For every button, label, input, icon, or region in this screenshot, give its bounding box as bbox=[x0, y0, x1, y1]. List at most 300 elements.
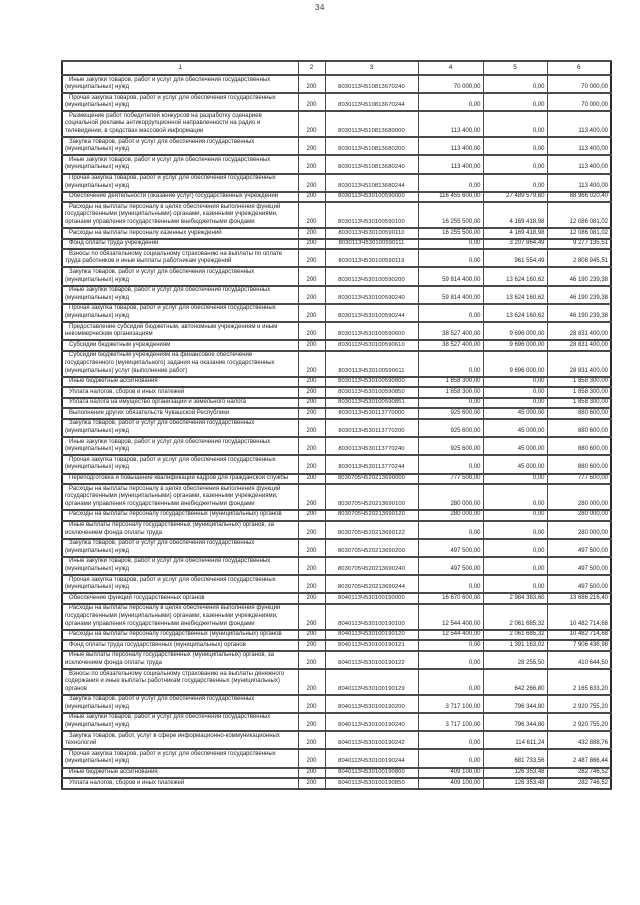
row-amount-balance: 70 000,00 bbox=[547, 93, 611, 111]
row-label: Расходы на выплаты персоналу государственных (муниципальных) органов bbox=[62, 510, 298, 521]
row-label: Иные бюджетные ассигнования bbox=[62, 768, 298, 779]
row-budget-code: 8030705Ч520213690120 bbox=[325, 510, 418, 521]
row-amount-balance: 280 000,00 bbox=[547, 521, 611, 539]
row-amount-executed: 642 266,80 bbox=[483, 669, 547, 695]
page-number: 34 bbox=[315, 3, 325, 12]
row-amount-executed: 9 696 000,00 bbox=[483, 322, 547, 340]
column-header-row bbox=[62, 61, 611, 75]
row-amount-balance: 2 165 633,20 bbox=[547, 669, 611, 695]
row-group-code: 200 bbox=[298, 630, 325, 641]
row-budget-code: 8030113Ч530100590610 bbox=[325, 340, 418, 351]
row-budget-code: 8030113Ч530100590240 bbox=[325, 286, 418, 304]
row-amount-executed: 126 353,48 bbox=[483, 778, 547, 789]
row-amount-executed: 2 984 383,60 bbox=[483, 593, 547, 604]
row-amount-balance: 88 966 020,40 bbox=[547, 192, 611, 203]
row-budget-code: 8040113Ч530100190800 bbox=[325, 768, 418, 779]
column-header-4: 4 bbox=[418, 61, 483, 75]
row-amount-annual: 1 858 300,00 bbox=[418, 387, 483, 398]
row-label: Фонд оплаты труда учреждений bbox=[62, 239, 298, 250]
row-amount-annual: 0,00 bbox=[418, 669, 483, 695]
row-label: Обеспечение функций государственных органов bbox=[62, 593, 298, 604]
row-group-code: 200 bbox=[298, 604, 325, 630]
table-row bbox=[62, 669, 611, 695]
row-amount-annual: 16 255 500,00 bbox=[418, 202, 483, 228]
row-label: Уплата налогов, сборов и иных платежей bbox=[62, 778, 298, 789]
row-amount-executed: 0,00 bbox=[483, 474, 547, 485]
table-row bbox=[62, 749, 611, 767]
row-amount-executed: 13 624 160,62 bbox=[483, 304, 547, 322]
row-amount-balance: 46 190 239,38 bbox=[547, 267, 611, 285]
row-amount-executed: 4 169 418,98 bbox=[483, 228, 547, 239]
row-amount-annual: 38 527 400,00 bbox=[418, 340, 483, 351]
row-budget-code: 8030705Ч520213690100 bbox=[325, 484, 418, 510]
table-row bbox=[62, 267, 611, 285]
row-group-code: 200 bbox=[298, 640, 325, 651]
row-amount-balance: 10 482 714,68 bbox=[547, 630, 611, 641]
row-amount-balance: 1 858 300,00 bbox=[547, 377, 611, 388]
row-amount-executed: 0,00 bbox=[483, 174, 547, 192]
row-budget-code: 8030113Ч530100590244 bbox=[325, 304, 418, 322]
row-amount-annual: 925 600,00 bbox=[418, 408, 483, 419]
row-group-code: 200 bbox=[298, 521, 325, 539]
column-header-3: 3 bbox=[325, 61, 418, 75]
row-amount-balance: 1 858 300,00 bbox=[547, 398, 611, 409]
row-amount-balance: 28 831 400,00 bbox=[547, 340, 611, 351]
table-row bbox=[62, 75, 611, 93]
table-row bbox=[62, 387, 611, 398]
row-amount-annual: 409 100,00 bbox=[418, 778, 483, 789]
row-amount-annual: 0,00 bbox=[418, 93, 483, 111]
table-row bbox=[62, 651, 611, 669]
row-amount-annual: 1 858 300,00 bbox=[418, 377, 483, 388]
table-row bbox=[62, 713, 611, 731]
row-amount-annual: 0,00 bbox=[418, 398, 483, 409]
row-amount-balance: 2 920 755,20 bbox=[547, 695, 611, 713]
row-amount-balance: 2 808 945,51 bbox=[547, 249, 611, 267]
row-amount-executed: 0,00 bbox=[483, 377, 547, 388]
row-amount-executed: 45 000,00 bbox=[483, 437, 547, 455]
row-amount-annual: 0,00 bbox=[418, 249, 483, 267]
row-budget-code: 8040113Ч530100190244 bbox=[325, 749, 418, 767]
row-budget-code: 8030113Ч530100590611 bbox=[325, 351, 418, 377]
row-amount-executed: 796 344,80 bbox=[483, 695, 547, 713]
row-budget-code: 8030113Ч530100590119 bbox=[325, 249, 418, 267]
budget-table bbox=[61, 60, 612, 790]
row-label: Прочая закупка товаров, работ и услуг для обеспечения государственных (муниципальных) нужд bbox=[62, 575, 298, 593]
row-group-code: 200 bbox=[298, 155, 325, 173]
row-budget-code: 8030113Ч510813670244 bbox=[325, 93, 418, 111]
row-budget-code: 8040113Ч530100190850 bbox=[325, 778, 418, 789]
row-budget-code: 8030113Ч510813670240 bbox=[325, 75, 418, 93]
table-row bbox=[62, 174, 611, 192]
row-label: Иные закупки товаров, работ и услуг для обеспечения государственных (муниципальных) нужд bbox=[62, 286, 298, 304]
row-amount-annual: 925 600,00 bbox=[418, 437, 483, 455]
row-group-code: 200 bbox=[298, 419, 325, 437]
row-amount-annual: 116 455 600,00 bbox=[418, 192, 483, 203]
row-amount-executed: 9 696 000,00 bbox=[483, 340, 547, 351]
row-group-code: 200 bbox=[298, 75, 325, 93]
row-group-code: 200 bbox=[298, 398, 325, 409]
row-amount-executed: 27 489 579,60 bbox=[483, 192, 547, 203]
row-amount-executed: 9 696 000,00 bbox=[483, 351, 547, 377]
row-amount-balance: 880 600,00 bbox=[547, 437, 611, 455]
row-amount-annual: 0,00 bbox=[418, 239, 483, 250]
row-amount-annual: 16 255 500,00 bbox=[418, 228, 483, 239]
table-row bbox=[62, 286, 611, 304]
row-amount-annual: 0,00 bbox=[418, 351, 483, 377]
column-header-2: 2 bbox=[298, 61, 325, 75]
row-budget-code: 8040113Ч530100190129 bbox=[325, 669, 418, 695]
row-amount-annual: 113 400,00 bbox=[418, 137, 483, 155]
row-label: Иные бюджетные ассигнования bbox=[62, 377, 298, 388]
row-amount-balance: 410 644,50 bbox=[547, 651, 611, 669]
row-label: Иные закупки товаров, работ и услуг для обеспечения государственных (муниципальных) нужд bbox=[62, 437, 298, 455]
row-budget-code: 8040113Ч530100190100 bbox=[325, 604, 418, 630]
row-budget-code: 8040113Ч530100190121 bbox=[325, 640, 418, 651]
row-budget-code: 8030113Ч530100590600 bbox=[325, 322, 418, 340]
row-group-code: 200 bbox=[298, 455, 325, 473]
row-budget-code: 8030113Ч530100590110 bbox=[325, 228, 418, 239]
row-amount-executed: 961 554,49 bbox=[483, 249, 547, 267]
row-group-code: 200 bbox=[298, 539, 325, 557]
row-budget-code: 8030705Ч520213690200 bbox=[325, 539, 418, 557]
row-amount-executed: 0,00 bbox=[483, 557, 547, 575]
row-amount-executed: 681 733,56 bbox=[483, 749, 547, 767]
row-group-code: 200 bbox=[298, 111, 325, 137]
row-label: Взносы по обязательному социальному страхованию на выплаты денежного содержания и иные выплаты работникам государственных (муниципальных) органов bbox=[62, 669, 298, 695]
row-group-code: 200 bbox=[298, 239, 325, 250]
row-label: Прочая закупка товаров, работ и услуг для обеспечения государственных (муниципальных) нужд bbox=[62, 93, 298, 111]
table-row bbox=[62, 630, 611, 641]
row-amount-executed: 114 611,24 bbox=[483, 731, 547, 749]
row-amount-annual: 70 000,00 bbox=[418, 75, 483, 93]
row-label: Выполнение других обязательств Чувашской Республики bbox=[62, 408, 298, 419]
row-label: Закупка товаров, работ и услуг для обеспечения государственных (муниципальных) нужд bbox=[62, 137, 298, 155]
table-row bbox=[62, 695, 611, 713]
row-label: Расходы на выплаты персоналу казенных учреждений bbox=[62, 228, 298, 239]
row-amount-annual: 0,00 bbox=[418, 304, 483, 322]
row-label: Расходы на выплаты персоналу государственных (муниципальных) органов bbox=[62, 630, 298, 641]
row-group-code: 200 bbox=[298, 575, 325, 593]
row-group-code: 200 bbox=[298, 137, 325, 155]
row-budget-code: 8030113Ч510813680200 bbox=[325, 137, 418, 155]
row-group-code: 200 bbox=[298, 484, 325, 510]
row-amount-executed: 45 000,00 bbox=[483, 419, 547, 437]
row-amount-executed: 0,00 bbox=[483, 75, 547, 93]
row-budget-code: 8030113Ч530113770244 bbox=[325, 455, 418, 473]
row-amount-annual: 12 544 400,00 bbox=[418, 604, 483, 630]
table-row bbox=[62, 322, 611, 340]
table-row bbox=[62, 192, 611, 203]
row-label: Иные выплаты персоналу государственных (муниципальных) органов, за исключением фонда оплаты труда bbox=[62, 651, 298, 669]
row-amount-balance: 113 400,00 bbox=[547, 174, 611, 192]
table-row bbox=[62, 304, 611, 322]
table-row bbox=[62, 778, 611, 789]
row-amount-executed: 0,00 bbox=[483, 93, 547, 111]
row-label: Предоставление субсидий бюджетным, автономным учреждениям и иным некоммерческим организациям bbox=[62, 322, 298, 340]
table-row bbox=[62, 604, 611, 630]
row-amount-annual: 16 670 600,00 bbox=[418, 593, 483, 604]
table-row bbox=[62, 398, 611, 409]
row-label: Закупка товаров, работ и услуг для обеспечения государственных (муниципальных) нужд bbox=[62, 539, 298, 557]
row-amount-balance: 10 482 714,68 bbox=[547, 604, 611, 630]
table-row bbox=[62, 510, 611, 521]
row-label: Прочая закупка товаров, работ и услуг для обеспечения государственных (муниципальных) нужд bbox=[62, 304, 298, 322]
row-amount-balance: 7 906 436,98 bbox=[547, 640, 611, 651]
row-amount-annual: 0,00 bbox=[418, 455, 483, 473]
row-budget-code: 8040113Ч530100190000 bbox=[325, 593, 418, 604]
row-label: Фонд оплаты труда государственных (муниципальных) органов bbox=[62, 640, 298, 651]
row-amount-annual: 113 400,00 bbox=[418, 111, 483, 137]
row-amount-executed: 796 344,80 bbox=[483, 713, 547, 731]
row-amount-balance: 880 600,00 bbox=[547, 419, 611, 437]
row-amount-annual: 0,00 bbox=[418, 575, 483, 593]
row-amount-annual: 280 000,00 bbox=[418, 484, 483, 510]
row-amount-executed: 13 624 160,62 bbox=[483, 286, 547, 304]
row-amount-balance: 46 190 239,38 bbox=[547, 304, 611, 322]
row-budget-code: 8030113Ч530113770000 bbox=[325, 408, 418, 419]
row-label: Закупка товаров, работ и услуг для обеспечения государственных (муниципальных) нужд bbox=[62, 267, 298, 285]
row-group-code: 200 bbox=[298, 304, 325, 322]
table-row bbox=[62, 249, 611, 267]
table-row bbox=[62, 575, 611, 593]
row-amount-executed: 28 255,50 bbox=[483, 651, 547, 669]
row-group-code: 200 bbox=[298, 192, 325, 203]
row-budget-code: 8030113Ч530100590000 bbox=[325, 192, 418, 203]
row-label: Иные закупки товаров, работ и услуг для обеспечения государственных (муниципальных) нужд bbox=[62, 713, 298, 731]
row-budget-code: 8030113Ч530100590851 bbox=[325, 398, 418, 409]
row-amount-executed: 0,00 bbox=[483, 155, 547, 173]
row-amount-annual: 38 527 400,00 bbox=[418, 322, 483, 340]
table-row bbox=[62, 137, 611, 155]
row-budget-code: 8030113Ч530100590200 bbox=[325, 267, 418, 285]
row-budget-code: 8030705Ч520213690240 bbox=[325, 557, 418, 575]
row-label: Иные закупки товаров, работ и услуг для обеспечения государственных (муниципальных) нужд bbox=[62, 557, 298, 575]
row-group-code: 200 bbox=[298, 510, 325, 521]
row-group-code: 200 bbox=[298, 669, 325, 695]
row-budget-code: 8040113Ч530100190240 bbox=[325, 713, 418, 731]
row-group-code: 200 bbox=[298, 695, 325, 713]
row-group-code: 200 bbox=[298, 174, 325, 192]
row-amount-balance: 777 500,00 bbox=[547, 474, 611, 485]
row-amount-annual: 280 000,00 bbox=[418, 510, 483, 521]
row-amount-executed: 0,00 bbox=[483, 484, 547, 510]
row-amount-balance: 1 858 300,00 bbox=[547, 387, 611, 398]
row-amount-executed: 13 624 160,62 bbox=[483, 267, 547, 285]
row-group-code: 200 bbox=[298, 474, 325, 485]
table-body bbox=[62, 75, 611, 789]
row-amount-balance: 12 086 081,02 bbox=[547, 228, 611, 239]
row-amount-balance: 9 277 135,51 bbox=[547, 239, 611, 250]
row-amount-balance: 28 831 400,00 bbox=[547, 351, 611, 377]
table-row bbox=[62, 93, 611, 111]
row-amount-annual: 59 814 400,00 bbox=[418, 267, 483, 285]
row-group-code: 200 bbox=[298, 267, 325, 285]
row-amount-balance: 497 500,00 bbox=[547, 575, 611, 593]
row-budget-code: 8030705Ч520213690122 bbox=[325, 521, 418, 539]
row-amount-balance: 2 487 866,44 bbox=[547, 749, 611, 767]
row-amount-balance: 12 086 081,02 bbox=[547, 202, 611, 228]
column-header-6: 6 bbox=[547, 61, 611, 75]
row-amount-executed: 0,00 bbox=[483, 510, 547, 521]
row-group-code: 200 bbox=[298, 768, 325, 779]
row-group-code: 200 bbox=[298, 249, 325, 267]
row-label: Размещение работ победителей конкурсов на разработку сценариев социальной рекламы антикоррупционной направленности на радио и телевидении, в средствах массовой информации bbox=[62, 111, 298, 137]
row-amount-balance: 282 746,52 bbox=[547, 768, 611, 779]
row-label: Иные закупки товаров, работ и услуг для обеспечения государственных (муниципальных) нужд bbox=[62, 75, 298, 93]
row-amount-annual: 0,00 bbox=[418, 731, 483, 749]
row-budget-code: 8030113Ч510813680000 bbox=[325, 111, 418, 137]
table-row bbox=[62, 351, 611, 377]
row-amount-balance: 282 746,52 bbox=[547, 778, 611, 789]
row-budget-code: 8040113Ч530100190122 bbox=[325, 651, 418, 669]
row-label: Обеспечение деятельности (оказание услуг) государственных учреждений bbox=[62, 192, 298, 203]
row-label: Закупка товаров, работ, услуг в сфере информационно-коммуникационных технологий bbox=[62, 731, 298, 749]
table-row bbox=[62, 731, 611, 749]
row-group-code: 200 bbox=[298, 340, 325, 351]
row-amount-balance: 113 400,00 bbox=[547, 155, 611, 173]
row-group-code: 200 bbox=[298, 228, 325, 239]
table-row bbox=[62, 202, 611, 228]
table-row bbox=[62, 111, 611, 137]
row-amount-balance: 497 500,00 bbox=[547, 557, 611, 575]
table-row bbox=[62, 484, 611, 510]
table-row bbox=[62, 593, 611, 604]
row-group-code: 200 bbox=[298, 387, 325, 398]
table-row bbox=[62, 408, 611, 419]
row-budget-code: 8030113Ч530100590100 bbox=[325, 202, 418, 228]
row-label: Взносы по обязательному социальному страхованию на выплаты по оплате труда работников и иные выплаты работникам учреждений bbox=[62, 249, 298, 267]
row-group-code: 200 bbox=[298, 593, 325, 604]
row-amount-balance: 280 000,00 bbox=[547, 484, 611, 510]
row-group-code: 200 bbox=[298, 749, 325, 767]
row-budget-code: 8040113Ч530100190200 bbox=[325, 695, 418, 713]
row-amount-executed: 2 061 685,32 bbox=[483, 604, 547, 630]
row-group-code: 200 bbox=[298, 93, 325, 111]
row-label: Прочая закупка товаров, работ и услуг для обеспечения государственных (муниципальных) нужд bbox=[62, 174, 298, 192]
row-amount-balance: 46 190 239,38 bbox=[547, 286, 611, 304]
row-amount-executed: 0,00 bbox=[483, 387, 547, 398]
row-label: Уплата налога на имущество организаций и земельного налога bbox=[62, 398, 298, 409]
row-amount-executed: 3 207 864,49 bbox=[483, 239, 547, 250]
row-group-code: 200 bbox=[298, 377, 325, 388]
row-amount-balance: 497 500,00 bbox=[547, 539, 611, 557]
row-group-code: 200 bbox=[298, 437, 325, 455]
row-amount-balance: 113 400,00 bbox=[547, 137, 611, 155]
row-amount-annual: 59 814 400,00 bbox=[418, 286, 483, 304]
row-group-code: 200 bbox=[298, 351, 325, 377]
row-group-code: 200 bbox=[298, 557, 325, 575]
row-amount-annual: 3 717 100,00 bbox=[418, 695, 483, 713]
row-label: Уплата налогов, сборов и иных платежей bbox=[62, 387, 298, 398]
table-row bbox=[62, 155, 611, 173]
row-amount-executed: 0,00 bbox=[483, 137, 547, 155]
row-amount-executed: 2 061 685,32 bbox=[483, 630, 547, 641]
row-amount-executed: 126 353,48 bbox=[483, 768, 547, 779]
row-group-code: 200 bbox=[298, 778, 325, 789]
row-amount-balance: 432 888,76 bbox=[547, 731, 611, 749]
row-amount-annual: 0,00 bbox=[418, 640, 483, 651]
table-row bbox=[62, 437, 611, 455]
table-row bbox=[62, 228, 611, 239]
row-amount-annual: 0,00 bbox=[418, 651, 483, 669]
row-label: Закупка товаров, работ и услуг для обеспечения государственных (муниципальных) нужд bbox=[62, 695, 298, 713]
row-amount-annual: 409 100,00 bbox=[418, 768, 483, 779]
table-row bbox=[62, 340, 611, 351]
row-amount-balance: 2 920 755,20 bbox=[547, 713, 611, 731]
row-budget-code: 8030113Ч530100590111 bbox=[325, 239, 418, 250]
row-amount-executed: 45 000,00 bbox=[483, 455, 547, 473]
row-amount-executed: 0,00 bbox=[483, 398, 547, 409]
row-budget-code: 8030113Ч510813680240 bbox=[325, 155, 418, 173]
row-amount-executed: 1 391 163,02 bbox=[483, 640, 547, 651]
column-header-1: 1 bbox=[62, 61, 298, 75]
row-amount-balance: 13 686 216,40 bbox=[547, 593, 611, 604]
row-amount-balance: 280 000,00 bbox=[547, 510, 611, 521]
table-row bbox=[62, 640, 611, 651]
table-row bbox=[62, 768, 611, 779]
row-amount-annual: 0,00 bbox=[418, 521, 483, 539]
row-label: Субсидии бюджетным учреждениям на финансовое обеспечение государственного (муниципального) задания на оказание государственных (муниципальных) услуг (выполнение работ) bbox=[62, 351, 298, 377]
row-group-code: 200 bbox=[298, 202, 325, 228]
row-amount-annual: 0,00 bbox=[418, 174, 483, 192]
row-amount-executed: 0,00 bbox=[483, 111, 547, 137]
row-budget-code: 8030113Ч510813680244 bbox=[325, 174, 418, 192]
table-row bbox=[62, 557, 611, 575]
row-budget-code: 8030705Ч520213690000 bbox=[325, 474, 418, 485]
row-label: Иные закупки товаров, работ и услуг для обеспечения государственных (муниципальных) нужд bbox=[62, 155, 298, 173]
row-amount-executed: 0,00 bbox=[483, 521, 547, 539]
row-budget-code: 8030113Ч530100590850 bbox=[325, 387, 418, 398]
row-amount-balance: 880 600,00 bbox=[547, 455, 611, 473]
row-amount-balance: 113 400,00 bbox=[547, 111, 611, 137]
row-label: Прочая закупка товаров, работ и услуг для обеспечения государственных (муниципальных) нужд bbox=[62, 749, 298, 767]
row-label: Расходы на выплаты персоналу в целях обеспечения выполнения функций государственными (муниципальными) органами, казенными учреждениями, органами управления государственными внебюджетными фондами bbox=[62, 604, 298, 630]
row-group-code: 200 bbox=[298, 408, 325, 419]
row-label: Расходы на выплаты персоналу в целях обеспечения выполнения функций государственными (муниципальными) органами, казенными учреждениями, органами управления государственными внебюджетными фондами bbox=[62, 484, 298, 510]
row-amount-executed: 45 000,00 bbox=[483, 408, 547, 419]
row-label: Иные выплаты персоналу государственных (муниципальных) органов, за исключением фонда оплаты труда bbox=[62, 521, 298, 539]
column-header-5: 5 bbox=[483, 61, 547, 75]
table-row bbox=[62, 474, 611, 485]
row-budget-code: 8040113Ч530100190120 bbox=[325, 630, 418, 641]
row-budget-code: 8030705Ч520213690244 bbox=[325, 575, 418, 593]
row-group-code: 200 bbox=[298, 651, 325, 669]
row-amount-balance: 28 831 400,00 bbox=[547, 322, 611, 340]
row-amount-annual: 3 717 100,00 bbox=[418, 713, 483, 731]
row-budget-code: 8030113Ч530113770240 bbox=[325, 437, 418, 455]
row-amount-annual: 497 500,00 bbox=[418, 557, 483, 575]
row-amount-annual: 925 600,00 bbox=[418, 419, 483, 437]
row-amount-annual: 497 500,00 bbox=[418, 539, 483, 557]
row-label: Переподготовка и повышение квалификации кадров для гражданской службы bbox=[62, 474, 298, 485]
row-label: Расходы на выплаты персоналу в целях обеспечения выполнения функций государственными (муниципальными) органами, казенными учреждениями, органами управления государственными внебюджетными фондами bbox=[62, 202, 298, 228]
row-group-code: 200 bbox=[298, 713, 325, 731]
row-amount-annual: 777 500,00 bbox=[418, 474, 483, 485]
row-amount-annual: 12 544 400,00 bbox=[418, 630, 483, 641]
table-row bbox=[62, 455, 611, 473]
row-amount-annual: 0,00 bbox=[418, 749, 483, 767]
table-row bbox=[62, 419, 611, 437]
row-label: Прочая закупка товаров, работ и услуг для обеспечения государственных (муниципальных) нужд bbox=[62, 455, 298, 473]
row-amount-balance: 880 600,00 bbox=[547, 408, 611, 419]
row-amount-executed: 0,00 bbox=[483, 539, 547, 557]
row-label: Закупка товаров, работ и услуг для обеспечения государственных (муниципальных) нужд bbox=[62, 419, 298, 437]
row-amount-annual: 113 400,00 bbox=[418, 155, 483, 173]
row-group-code: 200 bbox=[298, 286, 325, 304]
table-row bbox=[62, 539, 611, 557]
row-label: Субсидии бюджетным учреждениям bbox=[62, 340, 298, 351]
